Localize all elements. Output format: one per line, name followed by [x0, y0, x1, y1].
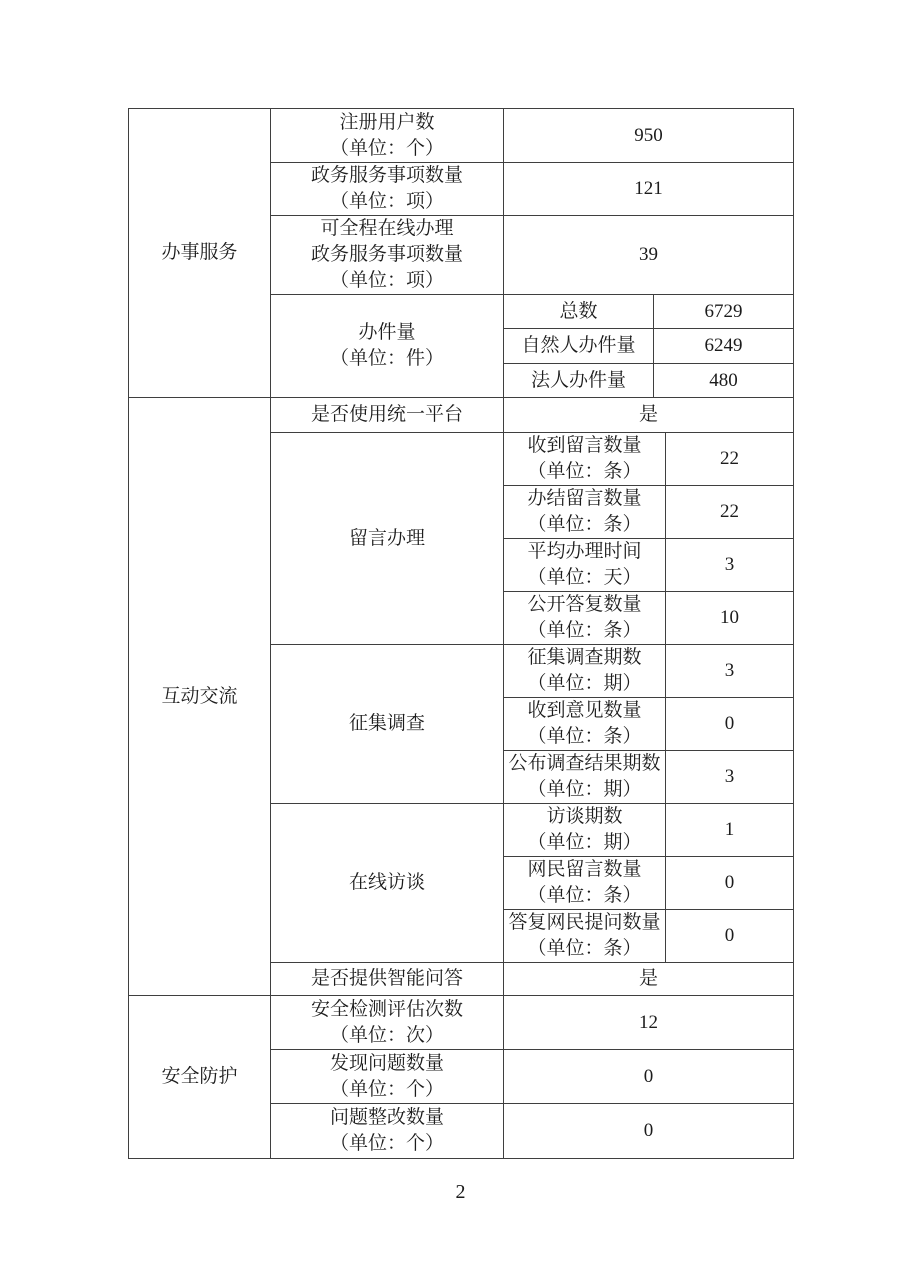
- group-label: 办件量: [358, 322, 416, 343]
- sub-value-cell-interviews-issues: 1: [666, 804, 794, 857]
- metric-label-cell-problems-found: [271, 1050, 504, 1104]
- sub-unit: （单位：条）: [527, 938, 642, 959]
- sub-value-cell-cases-total: 6729: [654, 295, 794, 329]
- metric-label-cell-unified-platform: 是否使用统一平台: [271, 398, 504, 433]
- sub-label-cell-interviews-issues: [504, 804, 666, 857]
- category-cell-security: [129, 996, 271, 1159]
- group-unit: （单位：件）: [329, 348, 444, 369]
- sub-unit: （单位：期）: [527, 779, 642, 800]
- metric-label: 发现问题数量: [329, 1052, 444, 1074]
- metric-label-cell-service-items: [271, 163, 504, 216]
- sub-label-cell-surveys-issues: [504, 645, 666, 698]
- sub-label-cell-messages-completed: [504, 486, 666, 539]
- sub-value-cell-messages-avg-time: 3: [666, 539, 794, 592]
- metric-value-cell-smart-qa: 是: [504, 963, 794, 996]
- sub-label-cell-cases-total: 总数: [504, 295, 654, 329]
- metric-value-cell-problems-fixed: 0: [504, 1104, 794, 1159]
- metric-label-cell-security-checks: [271, 996, 504, 1050]
- metric-unit: （单位：次）: [329, 1024, 444, 1046]
- sub-unit: （单位：条）: [527, 514, 642, 535]
- metric-label-line2: 政务服务事项数量: [310, 244, 463, 265]
- sub-value-cell-surveys-opinions: 0: [666, 698, 794, 751]
- category-label-security: 安全防护: [161, 1066, 238, 1087]
- group-label: 留言办理: [348, 527, 425, 549]
- sub-value-cell-cases-natural: 6249: [654, 329, 794, 364]
- sub-value-cell-messages-completed: 22: [666, 486, 794, 539]
- sub-label: 收到留言数量: [527, 435, 642, 456]
- metric-label-line1: 可全程在线办理: [320, 218, 454, 239]
- sub-label: 平均办理时间: [527, 541, 642, 562]
- metric-unit: （单位：个）: [329, 137, 444, 159]
- sub-label-cell-interviews-messages: [504, 857, 666, 910]
- sub-unit: （单位：条）: [527, 726, 642, 747]
- sub-label: 公开答复数量: [527, 594, 642, 615]
- sub-unit: （单位：期）: [527, 832, 642, 853]
- sub-unit: （单位：期）: [527, 673, 642, 694]
- metric-value-cell-registered-users: 950: [504, 109, 794, 163]
- sub-label: 访谈期数: [546, 806, 623, 827]
- category-cell-interaction: [129, 398, 271, 996]
- metric-value-cell-security-checks: 12: [504, 996, 794, 1050]
- sub-label: 公布调查结果期数: [508, 753, 661, 774]
- sub-label-cell-messages-public-replies: [504, 592, 666, 645]
- statistics-table: [128, 108, 794, 1159]
- sub-value-cell-interviews-messages: 0: [666, 857, 794, 910]
- metric-label: 政务服务事项数量: [310, 165, 463, 186]
- metric-label: 问题整改数量: [329, 1107, 444, 1128]
- group-label-cell-cases: [271, 295, 504, 398]
- sub-label: 征集调查期数: [527, 647, 642, 668]
- sub-value-cell-messages-public-replies: 10: [666, 592, 794, 645]
- group-label: 在线访谈: [348, 872, 425, 893]
- page-number: 2: [455, 1181, 466, 1203]
- group-label: 征集调查: [348, 713, 425, 734]
- metric-label-cell-smart-qa: 是否提供智能问答: [271, 963, 504, 996]
- metric-label-cell-online-items: [271, 216, 504, 295]
- category-cell-service: [129, 109, 271, 398]
- metric-unit: （单位：项）: [329, 270, 444, 291]
- metric-label: 安全检测评估次数: [310, 998, 463, 1020]
- sub-unit: （单位：条）: [527, 461, 642, 482]
- sub-label-cell-messages-avg-time: [504, 539, 666, 592]
- sub-unit: （单位：天）: [527, 567, 642, 588]
- sub-unit: （单位：条）: [527, 885, 642, 906]
- metric-value-cell-unified-platform: 是: [504, 398, 794, 433]
- category-label-service: 办事服务: [161, 242, 238, 263]
- sub-value-cell-interviews-answers: 0: [666, 910, 794, 963]
- sub-label: 答复网民提问数量: [508, 912, 661, 933]
- group-label-cell-surveys: [271, 645, 504, 804]
- metric-label-cell-problems-fixed: [271, 1104, 504, 1159]
- metric-unit: （单位：个）: [329, 1078, 444, 1100]
- group-label-cell-messages: [271, 433, 504, 645]
- metric-value-cell-online-items: 39: [504, 216, 794, 295]
- group-label-cell-interviews: [271, 804, 504, 963]
- sub-label-cell-cases-natural: 自然人办件量: [504, 329, 654, 364]
- sub-value-cell-surveys-results: 3: [666, 751, 794, 804]
- metric-value-cell-problems-found: 0: [504, 1050, 794, 1104]
- sub-label-cell-cases-legal: 法人办件量: [504, 364, 654, 398]
- sub-label: 网民留言数量: [527, 859, 642, 880]
- sub-label-cell-surveys-opinions: [504, 698, 666, 751]
- sub-label: 收到意见数量: [527, 700, 642, 721]
- sub-value-cell-cases-legal: 480: [654, 364, 794, 398]
- metric-unit: （单位：项）: [329, 191, 444, 212]
- sub-value-cell-messages-received: 22: [666, 433, 794, 486]
- category-label-interaction: 互动交流: [161, 685, 238, 707]
- sub-label-cell-messages-received: [504, 433, 666, 486]
- metric-unit: （单位：个）: [329, 1133, 444, 1154]
- metric-label: 注册用户数: [339, 111, 435, 133]
- metric-label-cell-registered-users: [271, 109, 504, 163]
- sub-label: 办结留言数量: [527, 488, 642, 509]
- sub-label-cell-interviews-answers: [504, 910, 666, 963]
- sub-value-cell-surveys-issues: 3: [666, 645, 794, 698]
- sub-unit: （单位：条）: [527, 620, 642, 641]
- sub-label-cell-surveys-results: [504, 751, 666, 804]
- metric-value-cell-service-items: 121: [504, 163, 794, 216]
